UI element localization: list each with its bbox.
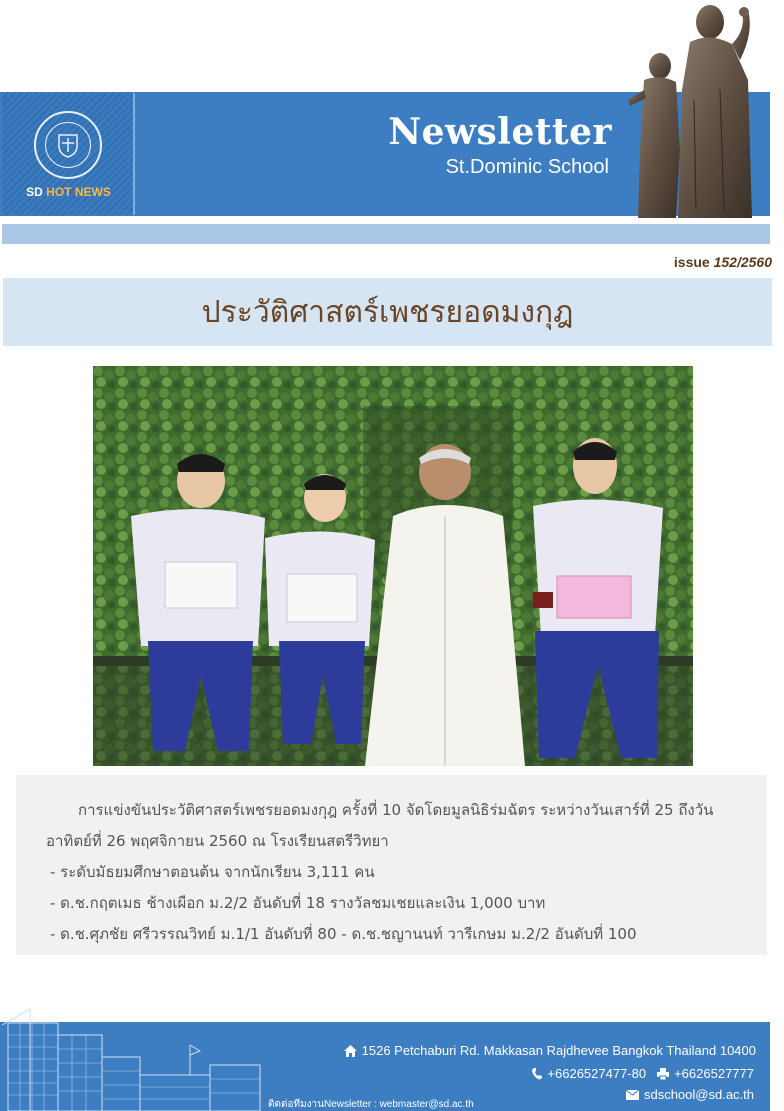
footer-email[interactable]: sdschool@sd.ac.th (626, 1087, 754, 1102)
list-item: - ด.ช.ศุภชัย ศรีวรรณวิทย์ ม.1/1 อันดับที่ 80 - ด.ช.ชญานนท์ วารีเกษม ม.2/2 อันดับที่ 100 (50, 925, 637, 943)
hot-news-badge (2, 93, 135, 215)
header-strip (2, 224, 770, 244)
statue-image (620, 0, 784, 218)
list-item: - ระดับมัธยมศึกษาตอนต้น จากนักเรียน 3,111 คน (50, 863, 375, 881)
award-photo (93, 366, 693, 766)
article-title: ประวัติศาสตร์เพชรยอดมงกุฎ (201, 294, 574, 330)
mail-icon (626, 1090, 639, 1100)
article-title-band (3, 278, 772, 346)
footer-contact[interactable]: ติดต่อทีมงานNewsletter : webmaster@sd.ac.th (268, 1099, 474, 1110)
phone-icon (532, 1068, 542, 1080)
footer-address: 1526 Petchaburi Rd. Makkasan Rajdhevee Bangkok Thailand 10400 (344, 1043, 756, 1058)
school-name: St.Dominic School (445, 156, 609, 178)
fax-icon (657, 1068, 669, 1080)
article-body (16, 775, 767, 955)
footer-phone: +6626527477-80 +6626527777 (532, 1066, 754, 1081)
school-building-image (0, 1005, 270, 1111)
newsletter-title: Newsletter (388, 111, 612, 153)
school-seal-icon (34, 111, 102, 179)
home-icon (344, 1045, 357, 1057)
list-item: - ด.ช.กฤตเมธ ช้างเผือก ม.2/2 อันดับที่ 18 รางวัลชมเชยและเงิน 1,000 บาท (50, 894, 546, 912)
badge-label: SD HOT NEWS (26, 185, 111, 199)
article-paragraph: การแข่งขันประวัติศาสตร์เพชรยอดมงกุฎ ครั้งที่ 10 จัดโดยมูลนิธิร่มฉัตร ระหว่างวันเสาร์ที่ 25 ถึงวันอาทิตย์ที่ 26 พฤศจิกายน 2560 ณ โรงเรียนสตรีวิทยา (46, 801, 714, 850)
issue-number: issue 152/2560 (673, 254, 772, 270)
